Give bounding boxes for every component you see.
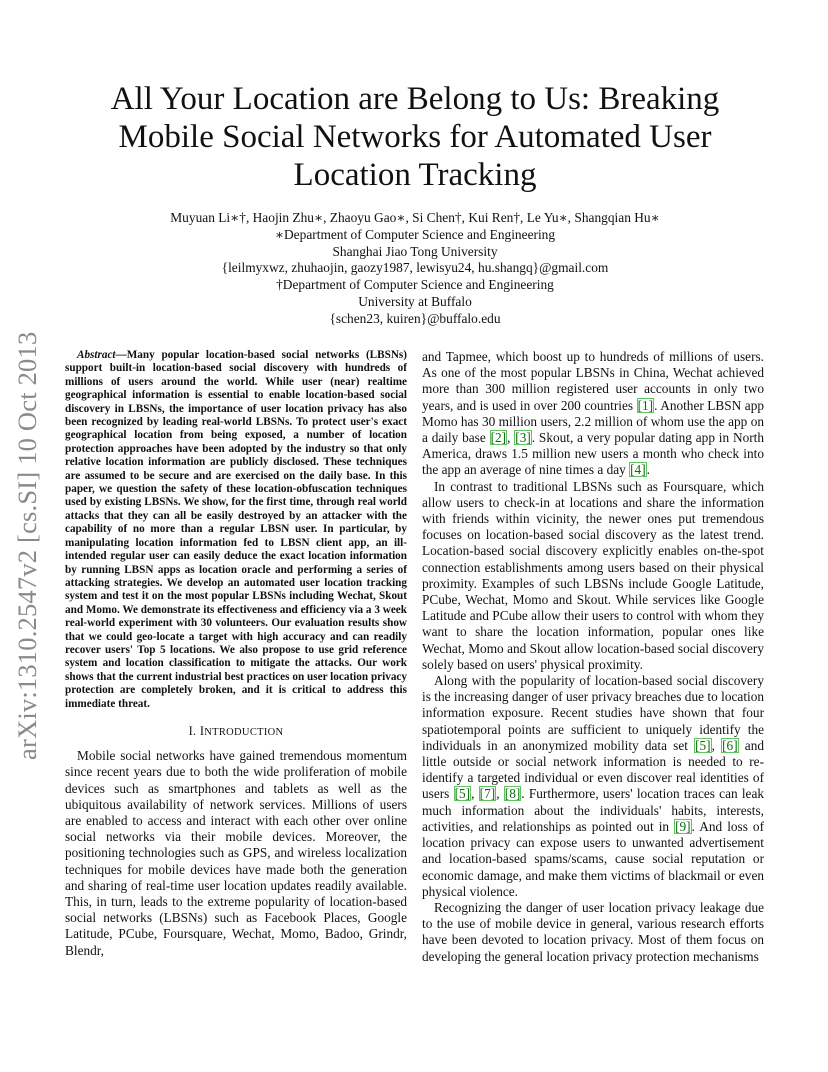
text-run: Along with the popularity of location-based social discovery is the increasing danger of user privacy breaches due to location information exposure. Recent studies have shown that four spatiotemporal points are sufficient to uniquely identify the individuals in an anonymized mobility data set [422, 673, 764, 753]
paper-title [70, 80, 760, 194]
citation-link[interactable]: [5] [695, 737, 711, 753]
affiliation-2: †Department of Computer Science and Engineering [276, 277, 554, 293]
citation-link[interactable]: [4] [630, 462, 646, 478]
citation-link[interactable]: [3] [515, 430, 531, 446]
section-heading-introduction [65, 723, 407, 741]
citation-link[interactable]: [9] [675, 818, 691, 834]
section-numeral: I. [188, 723, 197, 738]
affiliation-2-university: University at Buffalo [358, 293, 472, 309]
text-run: , [471, 786, 479, 802]
citation-link[interactable]: [7] [479, 786, 496, 802]
right-column [422, 349, 764, 965]
text-run: . Skout, a very popular dating app in North America, draws 1.5 million new users a month who check into the app an average of nine times a day [422, 430, 764, 478]
affiliation-2-emails: {schen23, kuiren}@buffalo.edu [329, 310, 501, 326]
citation-link[interactable]: [6] [722, 737, 738, 753]
affiliation-1: ∗Department of Computer Science and Engineering [274, 226, 556, 242]
text-run: and Tapmee, which boost up to hundreds of millions of users. As one of the most popular LBSNs in China, Wechat achieved more than 300 million registered user accounts in only two years, and is used in over 200 countries [422, 349, 764, 413]
abstract-lead: Abstract [77, 349, 116, 361]
body-paragraph: In contrast to traditional LBSNs such as Foursquare, which allow users to check-in at locations and share the information with friends within vicinity, the newer ones put tremendous focuses on location-based social discovery as the latest trend. Location-based social discovery explicitly enables on-the-spot connection establishments among users based on their physical proximity. Examples of such LBSNs include Google Latitude, PCube, Wechat, Momo and Skout. While services like Google Latitude and PCube allow their users to control with whom they want to share the location information, popular ones like Wechat, Momo and Skout allow location-based social discovery solely based on users' physical proximity. [422, 478, 764, 672]
title-line: All Your Location are Belong to Us: Breaking [110, 81, 720, 117]
citation-link[interactable]: [1] [637, 397, 654, 413]
author-block [70, 210, 760, 328]
text-run: , [507, 430, 515, 446]
body-paragraph [422, 349, 764, 479]
citation-link[interactable]: [5] [454, 786, 471, 802]
left-column [65, 349, 407, 959]
text-run: . And loss of location privacy can expose users to unwanted advertisement and location-based spams/scams, cause social reputation or economic damage, and make them victims of blackmail or even physical violence. [422, 818, 765, 899]
abstract-text: —Many popular location-based social networks (LBSNs) support built-in location-based social discovery with hundreds of millions of users around the world. While user (near) realtime geographical information is essential to enable location-based social discovery in LBSNs, the importance of user location privacy has also been recognized by leading real-world LBSNs. To protect user's exact geographical location from being exposed, a number of location protection approaches have been adopted by the industry so that only relative location information are publicly disclosed. These techniques are assumed to be secure and are exercised on the daily base. In this paper, we question the safety of these location-obfuscation techniques used by existing LBSNs. We show, for the first time, through real world attacks that they can all be easily destroyed by an attacker with the capability of no more than a regular LBSN user. In particular, by manipulating location information fed to LBSN client app, an ill-intended regular user can easily deduce the exact location information by running LBSN apps as location oracle and performing a series of attacking strategies. We develop an automated user location tracking system and test it on the most popular LBSNs including Wechat, Skout and Momo. We demonstrate its effectiveness and efficiency via a 3 week real-world experiment with 30 volunteers. Our evaluation results show that we could geo-locate a target with high accuracy and can readily recover users' Top 5 locations. We also propose to use grid reference system and location classification to mitigate the attacks. Our work shows that the current industrial best practices on user location privacy protection are completely broken, and it is critical to address this immediate threat. [65, 349, 407, 710]
affiliation-1-university: Shanghai Jiao Tong University [332, 243, 498, 259]
abstract [65, 349, 407, 711]
text-run: , [496, 786, 504, 802]
affiliation-1-emails: {leilmyxwz, zhuhaojin, gaozy1987, lewisyu24, hu.shangq}@gmail.com [221, 260, 609, 276]
body-paragraph: Recognizing the danger of user location privacy leakage due to the use of mobile device in general, various research efforts have been devoted to location privacy. Most of them focus on developing the general location privacy protection mechanisms [422, 899, 764, 964]
arxiv-identifier: arXiv:1310.2547v2 [cs.SI] 10 Oct 2013 [12, 331, 42, 760]
author-names: Muyuan Li∗†, Haojin Zhu∗, Zhaoyu Gao∗, Si Chen†, Kui Ren†, Le Yu∗, Shangqian Hu∗ [170, 210, 660, 225]
citation-link[interactable]: [8] [504, 786, 521, 802]
body-paragraph [422, 673, 764, 900]
citation-link[interactable]: [2] [490, 430, 507, 446]
text-run: . Furthermore, users' location traces can leak much information about the individuals' habits, interests, activities, and relationships as pointed out in [422, 786, 765, 834]
text-run: , [711, 737, 722, 753]
section-initial: I [199, 723, 205, 738]
text-run: . [646, 462, 650, 478]
title-line: Mobile Social Networks for Automated User [118, 119, 712, 155]
section-rest: NTRODUCTION [204, 726, 284, 738]
text-run: . Another LBSN app Momo has 30 million users, 2.2 million of whom use the app on a daily base [422, 397, 764, 446]
body-paragraph: Mobile social networks have gained tremendous momentum since recent years due to both the wide proliferation of mobile devices such as smartphones and tablets as well as the ubiquitous availability of network services. Millions of users are enabled to access and interact with each other over online social networks via their mobile devices. Moreover, the positioning technologies such as GPS, and wireless localization techniques for mobile devices have made both the generation and sharing of real-time user location updates readily available. This, in turn, leads to the extreme popularity of location-based social networks (LBSNs) such as Facebook Places, Google Latitude, PCube, Foursquare, Wechat, Momo, Badoo, Grindr, Blendr, [65, 748, 407, 958]
text-run: and little outside or social network information is needed to re-identify a targeted individual or even discover real identities of users [422, 737, 765, 802]
title-line: Location Tracking [293, 157, 537, 193]
